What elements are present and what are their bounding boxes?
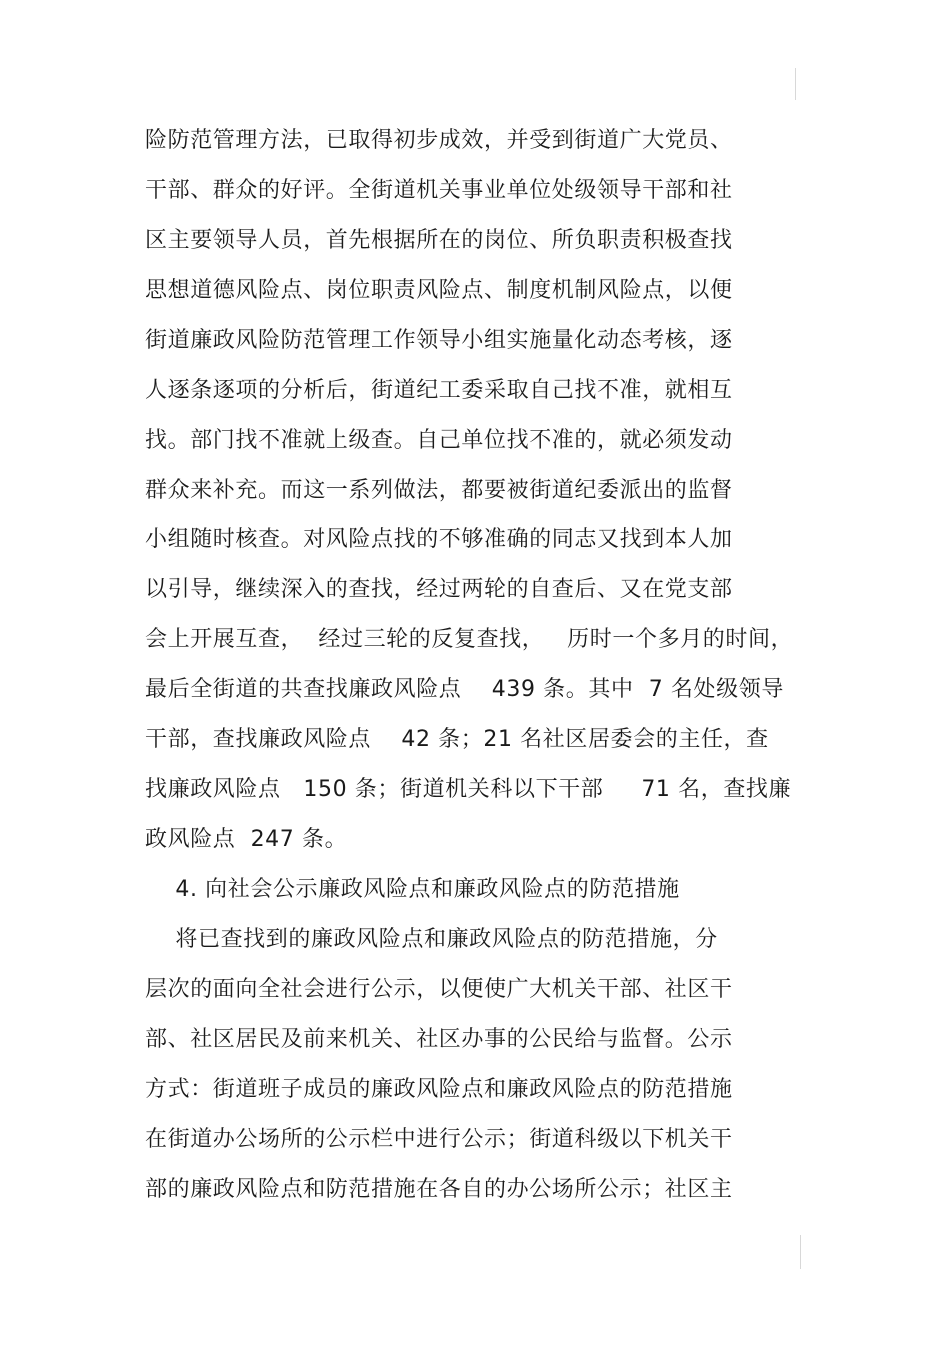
text-line: 干部，查找廉政风险点 42 条；21 名社区居委会的主任，查	[145, 727, 769, 752]
text-line: 最后全街道的共查找廉政风险点 439 条。其中 7 名处级领导	[145, 677, 784, 702]
text-line: 人逐条逐项的分析后，街道纪工委采取自己找不准，就相互	[145, 378, 733, 403]
page-edge-mark-bottom	[800, 1235, 801, 1269]
text-line: 以引导，继续深入的查找，经过两轮的自查后、又在党支部	[145, 577, 733, 602]
text-line: 小组随时核查。对风险点找的不够准确的同志又找到本人加	[145, 527, 733, 552]
page-edge-mark-top	[795, 68, 796, 100]
text-line: 险防范管理方法，已取得初步成效，并受到街道广大党员、	[145, 128, 733, 153]
text-line: 层次的面向全社会进行公示，以便使广大机关干部、社区干	[145, 977, 733, 1002]
text-line: 找廉政风险点 150 条；街道机关科以下干部 71 名，查找廉	[145, 777, 792, 802]
text-line: 将已查找到的廉政风险点和廉政风险点的防范措施，分	[145, 927, 718, 952]
text-line: 政风险点 247 条。	[145, 827, 348, 852]
text-line: 街道廉政风险防范管理工作领导小组实施量化动态考核，逐	[145, 328, 733, 353]
text-line: 区主要领导人员，首先根据所在的岗位、所负职责积极查找	[145, 228, 733, 253]
text-line: 找。部门找不准就上级查。自己单位找不准的，就必须发动	[145, 428, 733, 453]
text-line: 方式：街道班子成员的廉政风险点和廉政风险点的防范措施	[145, 1077, 733, 1102]
text-line: 在街道办公场所的公示栏中进行公示；街道科级以下机关干	[145, 1127, 733, 1152]
text-line: 会上开展互查， 经过三轮的反复查找， 历时一个多月的时间，	[145, 627, 794, 652]
text-line: 干部、群众的好评。全街道机关事业单位处级领导干部和社	[145, 178, 733, 203]
text-line: 部、社区居民及前来机关、社区办事的公民给与监督。公示	[145, 1027, 733, 1052]
text-line: 部的廉政风险点和防范措施在各自的办公场所公示；社区主	[145, 1177, 733, 1202]
text-line: 群众来补充。而这一系列做法，都要被街道纪委派出的监督	[145, 478, 733, 503]
text-line: 思想道德风险点、岗位职责风险点、制度机制风险点，以便	[145, 278, 733, 303]
section-heading: 4. 向社会公示廉政风险点和廉政风险点的防范措施	[145, 877, 680, 902]
